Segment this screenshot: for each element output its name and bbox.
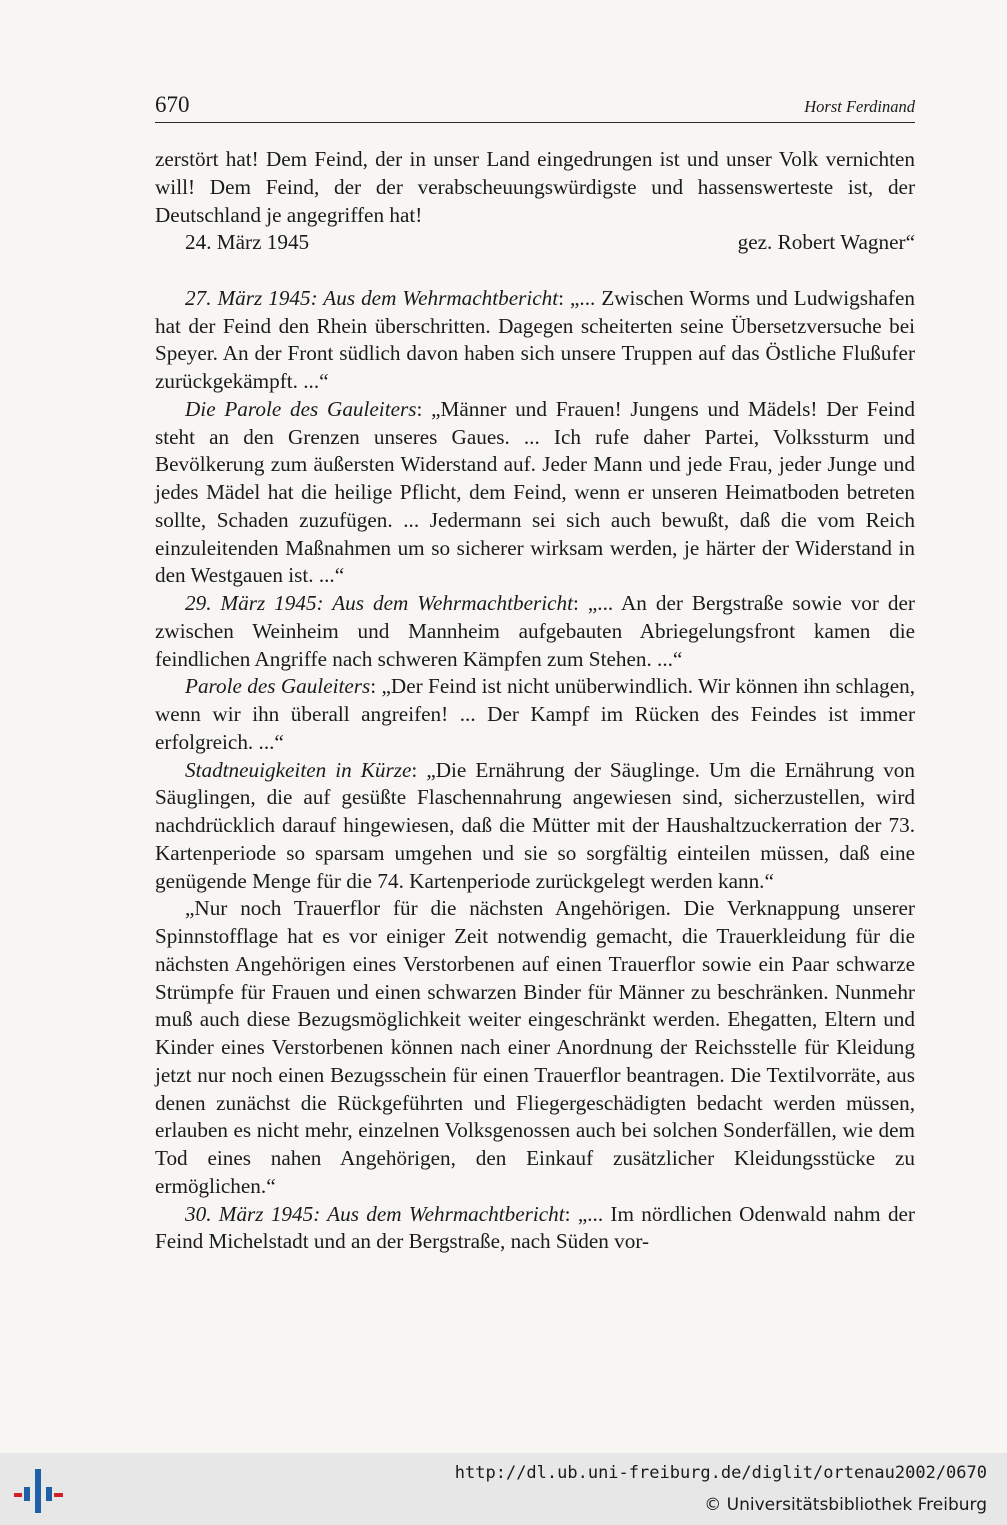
page-number: 670 — [155, 92, 190, 117]
page-header — [155, 90, 915, 123]
paragraph-lead: 30. März 1945: Aus dem Wehrmachtbericht — [185, 1201, 565, 1226]
paragraph-lead: Parole des Gauleiters — [185, 674, 371, 699]
ub-freiburg-logo-icon[interactable] — [14, 1465, 66, 1515]
paragraph-lead: 27. März 1945: Aus dem Wehrmachtbericht — [185, 285, 559, 310]
copyright-notice: © Universitätsbibliothek Freiburg — [704, 1495, 987, 1515]
footer-bar — [0, 1453, 1007, 1525]
paragraph: 29. März 1945: Aus dem Wehrmachtbericht: „... An der Bergstraße sowie vor der zwischen Weinheim und Mannheim aufgebauten Abriegelungsfront kamen die feindlichen Angriffe nach schweren Kämpfen zum Stehen. ...“ — [155, 591, 915, 671]
source-url-link[interactable]: http://dl.ub.uni-freiburg.de/diglit/ortenau2002/0670 — [454, 1463, 987, 1483]
paragraph: Stadtneuigkeiten in Kürze: „Die Ernährung der Säuglinge. Um die Ernährung von Säuglingen, die auf gesüßte Flaschennahrung angewiesen sind, sicherzustellen, wird nachdrücklich darauf hingewiesen, daß die Mütter mit der Haushaltzuckerration der 73. Kartenperiode so sparsam umgehen und sie so sorgfältig einteilen müssen, daß eine genügende Menge für die 74. Kartenperiode zurückgelegt werden kann.“ — [155, 757, 915, 893]
paragraph: Parole des Gauleiters: „Der Feind ist nicht unüberwindlich. Wir können ihn schlagen, wenn wir ihn überall angreifen! ... Der Kampf im Rücken des Feindes ist immer erfolgreich. ...“ — [155, 674, 915, 754]
body-text — [155, 146, 915, 1256]
paragraph-spacer — [155, 257, 915, 285]
paragraph: zerstört hat! Dem Feind, der in unser Land eingedrungen ist und unser Volk vernichten will! Dem Feind, der der verabscheuungswürdigste und hassenswerteste ist, der Deutschland je angegriffen hat! — [155, 147, 915, 227]
proclamation-signature: gez. Robert Wagner“ — [737, 230, 915, 255]
signature-line — [155, 229, 915, 257]
paragraph-lead: 29. März 1945: Aus dem Wehrmachtbericht — [185, 591, 574, 615]
paragraph: 30. März 1945: Aus dem Wehrmachtbericht: „... Im nördlichen Odenwald nahm der Feind Michelstadt und an der Bergstraße, nach Süden vor- — [155, 1201, 915, 1254]
running-head: Horst Ferdinand — [804, 97, 915, 116]
paragraph: „Nur noch Trauerflor für die nächsten Angehörigen. Die Verknappung unserer Spinnstofflage hat es vor einiger Zeit notwendig gemacht, die Trauerkleidung für die nächsten Angehörigen eines Verstorbenen auf einen Trauerflor sowie ein Paar schwarze Strümpfe für Frauen und einen schwarzen Binder für Männer zu beschränken. Nunmehr muß auch diese Bezugsmöglichkeit weiter eingeschränkt werden. Ehegatten, Eltern und Kinder eines Verstorbenen können nach einer Anordnung der Reichsstelle für Kleidung jetzt nur noch einen Bezugsschein für einen Trauerflor beantragen. Die Textilvorräte, aus denen zunächst die Rückgeführten und Fliegergeschädigten bedacht werden müssen, erlauben es nicht mehr, einzelnen Volksgenossen auch bei solchen Sonderfällen, wie dem Tod eines nahen Angehörigen, den Einkauf zusätzlicher Kleidungsstücke zu ermöglichen.“ — [155, 896, 915, 1198]
paragraph: Die Parole des Gauleiters: „Männer und Frauen! Jungens und Mädels! Der Feind steht an den Grenzen unseres Gaues. ... Ich rufe daher Partei, Volkssturm und Bevölkerung zum äußersten Widerstand auf. Jeder Mann und jede Frau, jeder Junge und jedes Mädel hat die heilige Pflicht, dem Feind, wenn er unseren Heimatboden betreten sollte, Schaden zuzufügen. ... Jedermann sei sich auch bewußt, daß die vom Reich einzuleitenden Maßnahmen um so sicherer wirksam werden, je härter der Widerstand in den Westgauen ist. ...“ — [155, 396, 915, 588]
paragraph-lead: Die Parole des Gauleiters — [185, 396, 417, 421]
paragraph-lead: Stadtneuigkeiten in Kürze — [185, 757, 412, 782]
proclamation-date: 24. März 1945 — [185, 230, 310, 255]
paragraph: 27. März 1945: Aus dem Wehrmachtbericht: „... Zwischen Worms und Ludwigshafen hat der Feind den Rhein überschritten. Dagegen scheiterten seine Übersetzversuche bei Speyer. An der Front südlich davon haben sich unsere Truppen auf das Östliche Flußufer zurückgekämpft. ...“ — [155, 285, 915, 393]
